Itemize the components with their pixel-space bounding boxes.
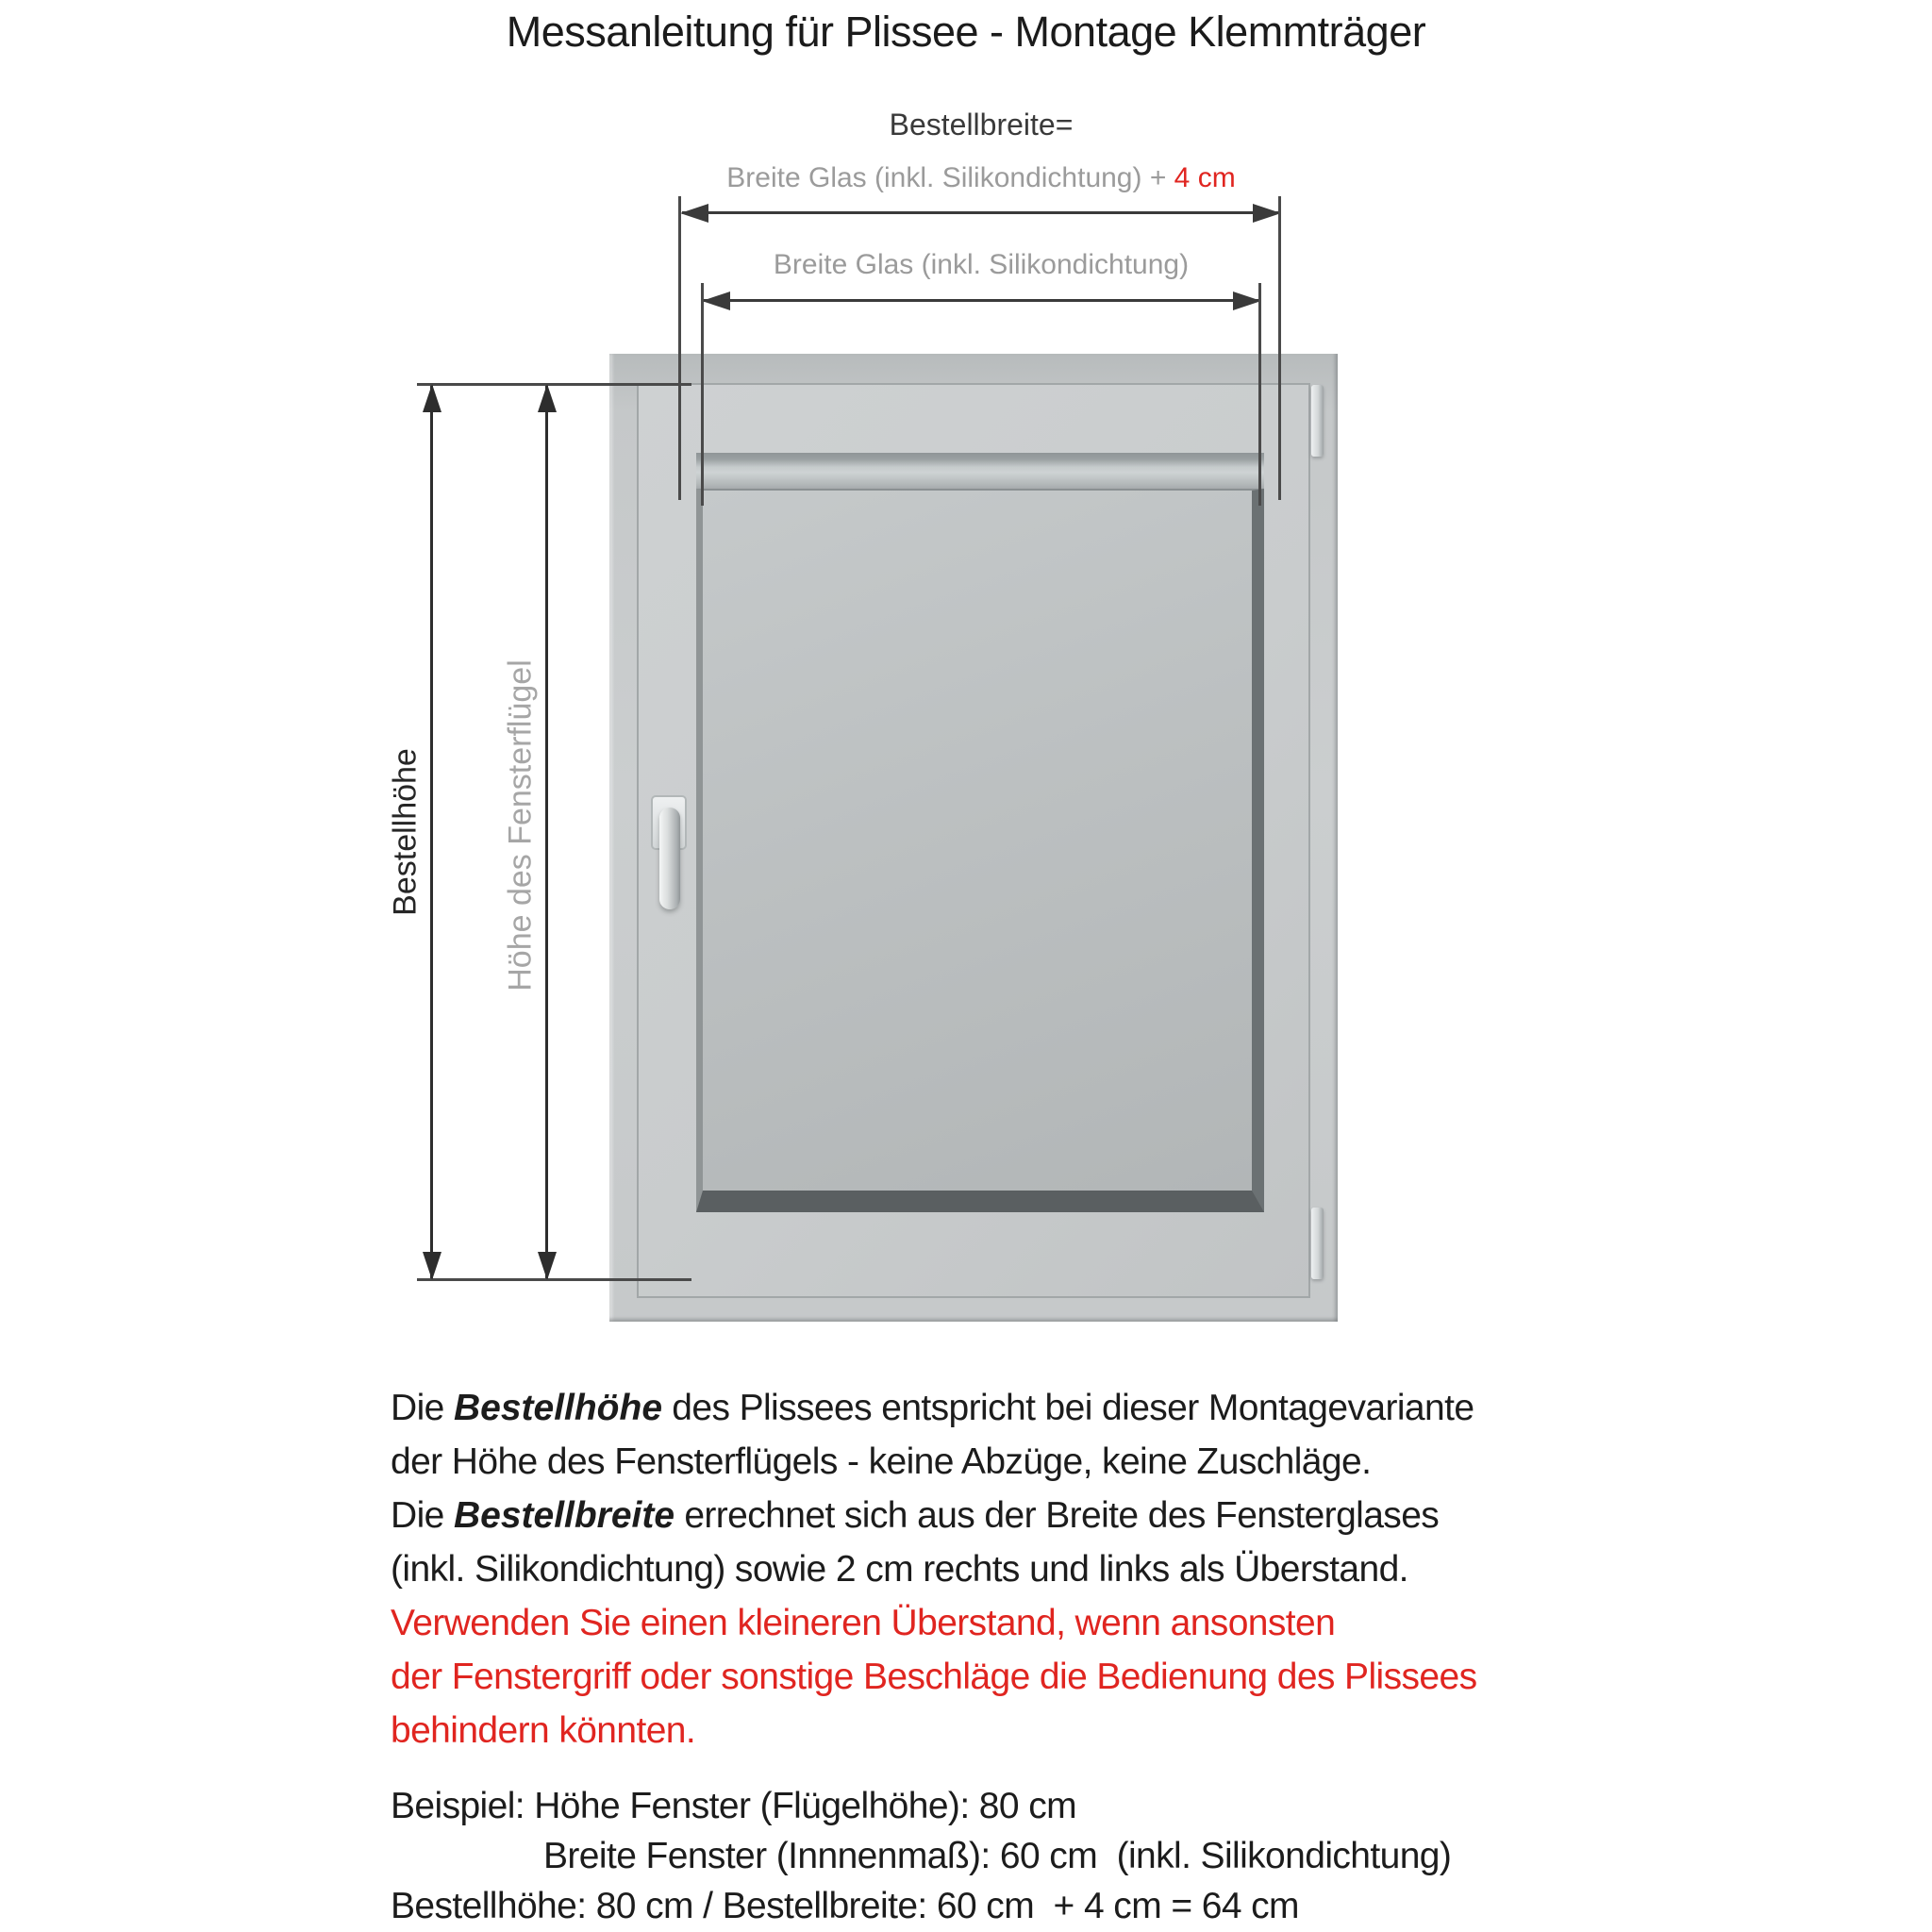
- text-segment-bold: Bestellhöhe: [453, 1388, 663, 1428]
- label-breite-glas-plus-prefix: Breite Glas (inkl. Silikondichtung) +: [726, 162, 1174, 193]
- text-segment: errechnet sich aus der Breite des Fensterglases: [675, 1495, 1440, 1536]
- example-text: [391, 1781, 1451, 1931]
- label-breite-glas: Breite Glas (inkl. Silikondichtung): [773, 249, 1190, 280]
- explanation-line: [391, 1489, 1476, 1542]
- label-bestellhoehe: Bestellhöhe: [387, 748, 424, 916]
- window-handle: [659, 808, 680, 909]
- label-breite-glas-plus-4cm: [509, 162, 1453, 194]
- label-bestellbreite: Bestellbreite=: [889, 108, 1074, 142]
- fensterfluegel-hoehe-arrow: [545, 386, 548, 1278]
- plissee-top-rail: [696, 453, 1264, 489]
- explanation-line: (inkl. Silikondichtung) sowie 2 cm rechts und links als Überstand.: [391, 1549, 1408, 1590]
- bestellhoehe-arrow: [430, 386, 433, 1278]
- window-illustration: [609, 354, 1338, 1322]
- extension-line-inner-right: [1258, 283, 1261, 506]
- extension-line-outer-left: [678, 196, 681, 500]
- explanation-line: der Höhe des Fensterflügels - keine Abzüge, keine Zuschläge.: [391, 1441, 1372, 1482]
- example-line: Bestellhöhe: 80 cm / Bestellbreite: 60 cm + 4 cm = 64 cm: [391, 1886, 1299, 1926]
- breite-glas-arrow: [704, 299, 1259, 302]
- extension-line-outer-right: [1278, 196, 1281, 500]
- text-segment: des Plissees entspricht bei dieser Montagevariante: [662, 1388, 1474, 1428]
- warning-line: der Fenstergriff oder sonstige Beschläge die Bedienung des Plissees: [391, 1657, 1477, 1697]
- text-segment-bold: Bestellbreite: [453, 1495, 675, 1536]
- window-hinge-top: [1311, 385, 1324, 457]
- example-line: Beispiel: Höhe Fenster (Flügelhöhe): 80 cm: [391, 1786, 1076, 1826]
- example-line: Breite Fenster (Innnenmaß): 60 cm (inkl. Silikondichtung): [543, 1836, 1452, 1876]
- extension-line-inner-left: [701, 283, 704, 506]
- text-segment: Die: [391, 1495, 454, 1536]
- warning-line: behindern könnten.: [391, 1710, 696, 1751]
- bestellbreite-arrow: [682, 211, 1279, 214]
- warning-line: Verwenden Sie einen kleineren Überstand, wenn ansonsten: [391, 1603, 1336, 1643]
- window-glass: [696, 489, 1264, 1212]
- window-hinge-bottom: [1311, 1208, 1324, 1279]
- label-hoehe-fensterfluegel: Höhe des Fensterflügel: [502, 659, 539, 991]
- label-plus-4cm-value: 4 cm: [1174, 162, 1236, 193]
- explanation-line: [391, 1381, 1476, 1435]
- explanation-text: [391, 1381, 1476, 1757]
- glass-unit: [696, 453, 1264, 1212]
- page-title: Messanleitung für Plissee - Montage Klemmträger: [506, 8, 1426, 56]
- text-segment: Die: [391, 1388, 454, 1428]
